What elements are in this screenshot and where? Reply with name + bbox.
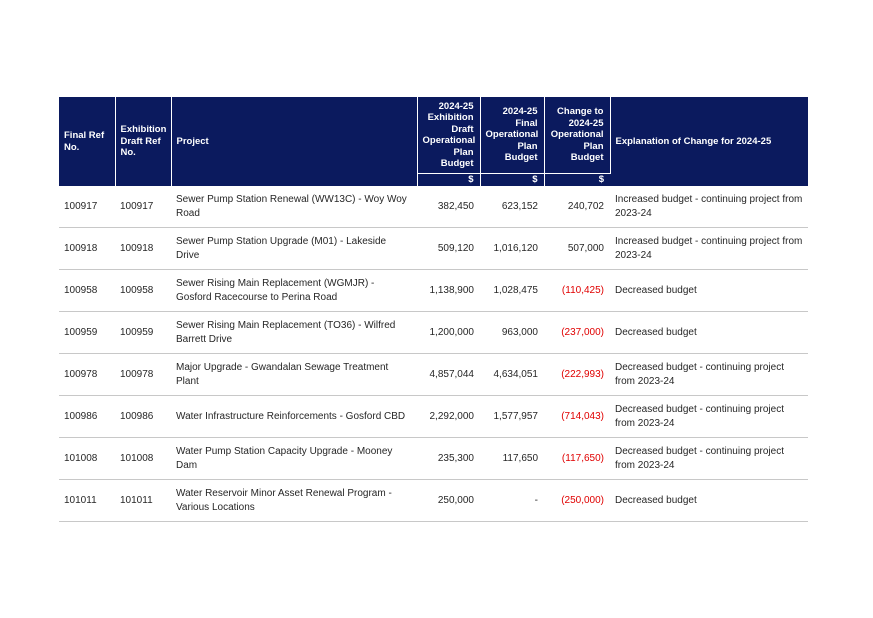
header-row xyxy=(59,97,808,174)
header-final-budget: 2024-25 Final Operational Plan Budget xyxy=(480,97,544,174)
cell-exhibition-ref: 100958 xyxy=(115,270,171,312)
cell-final-budget: 1,016,120 xyxy=(480,228,544,270)
table-row xyxy=(59,186,808,228)
cell-project: Water Reservoir Minor Asset Renewal Program - Various Locations xyxy=(171,480,417,522)
cell-change: (110,425) xyxy=(544,270,610,312)
header-change: Change to 2024-25 Operational Plan Budget xyxy=(544,97,610,174)
cell-final-ref: 101008 xyxy=(59,438,115,480)
table-row xyxy=(59,396,808,438)
cell-draft-budget: 1,138,900 xyxy=(417,270,480,312)
budget-changes-table xyxy=(59,97,808,522)
cell-change: (222,993) xyxy=(544,354,610,396)
cell-change: (237,000) xyxy=(544,312,610,354)
cell-exhibition-ref: 100918 xyxy=(115,228,171,270)
unit-final-budget: $ xyxy=(480,174,544,187)
cell-project: Major Upgrade - Gwandalan Sewage Treatment Plant xyxy=(171,354,417,396)
cell-final-budget: 963,000 xyxy=(480,312,544,354)
cell-exhibition-ref: 100978 xyxy=(115,354,171,396)
table-row xyxy=(59,312,808,354)
cell-change: (714,043) xyxy=(544,396,610,438)
cell-draft-budget: 509,120 xyxy=(417,228,480,270)
cell-final-ref: 101011 xyxy=(59,480,115,522)
cell-final-ref: 100918 xyxy=(59,228,115,270)
cell-final-budget: - xyxy=(480,480,544,522)
cell-draft-budget: 235,300 xyxy=(417,438,480,480)
cell-final-ref: 100986 xyxy=(59,396,115,438)
cell-explanation: Decreased budget - continuing project from 2023-24 xyxy=(610,396,808,438)
cell-final-budget: 1,577,957 xyxy=(480,396,544,438)
cell-explanation: Decreased budget xyxy=(610,270,808,312)
unit-draft-budget: $ xyxy=(417,174,480,187)
cell-explanation: Decreased budget - continuing project from 2023-24 xyxy=(610,438,808,480)
header-final-ref: Final Ref No. xyxy=(59,97,115,186)
cell-project: Sewer Pump Station Renewal (WW13C) - Woy Woy Road xyxy=(171,186,417,228)
table-row xyxy=(59,228,808,270)
cell-draft-budget: 382,450 xyxy=(417,186,480,228)
cell-project: Water Pump Station Capacity Upgrade - Mooney Dam xyxy=(171,438,417,480)
cell-final-budget: 4,634,051 xyxy=(480,354,544,396)
cell-final-ref: 100958 xyxy=(59,270,115,312)
header-project: Project xyxy=(171,97,417,186)
cell-final-ref: 100959 xyxy=(59,312,115,354)
table-row xyxy=(59,438,808,480)
table-row xyxy=(59,354,808,396)
table-header xyxy=(59,97,808,186)
cell-explanation: Increased budget - continuing project from 2023-24 xyxy=(610,228,808,270)
table-row xyxy=(59,480,808,522)
cell-final-budget: 623,152 xyxy=(480,186,544,228)
cell-final-budget: 1,028,475 xyxy=(480,270,544,312)
cell-exhibition-ref: 100917 xyxy=(115,186,171,228)
cell-change: (250,000) xyxy=(544,480,610,522)
cell-project: Sewer Pump Station Upgrade (M01) - Lakeside Drive xyxy=(171,228,417,270)
cell-exhibition-ref: 100986 xyxy=(115,396,171,438)
cell-draft-budget: 4,857,044 xyxy=(417,354,480,396)
cell-exhibition-ref: 101011 xyxy=(115,480,171,522)
cell-project: Sewer Rising Main Replacement (WGMJR) - Gosford Racecourse to Perina Road xyxy=(171,270,417,312)
cell-change: 507,000 xyxy=(544,228,610,270)
table-body xyxy=(59,186,808,522)
header-explanation: Explanation of Change for 2024-25 xyxy=(610,97,808,186)
cell-explanation: Decreased budget xyxy=(610,312,808,354)
cell-exhibition-ref: 100959 xyxy=(115,312,171,354)
cell-project: Water Infrastructure Reinforcements - Gosford CBD xyxy=(171,396,417,438)
unit-change: $ xyxy=(544,174,610,187)
cell-explanation: Increased budget - continuing project from 2023-24 xyxy=(610,186,808,228)
table-row xyxy=(59,270,808,312)
cell-change: (117,650) xyxy=(544,438,610,480)
cell-explanation: Decreased budget - continuing project from 2023-24 xyxy=(610,354,808,396)
cell-change: 240,702 xyxy=(544,186,610,228)
header-exhibition-ref: Exhibition Draft Ref No. xyxy=(115,97,171,186)
cell-exhibition-ref: 101008 xyxy=(115,438,171,480)
cell-draft-budget: 1,200,000 xyxy=(417,312,480,354)
cell-draft-budget: 2,292,000 xyxy=(417,396,480,438)
cell-final-ref: 100978 xyxy=(59,354,115,396)
cell-final-ref: 100917 xyxy=(59,186,115,228)
header-draft-budget: 2024-25 Exhibition Draft Operational Plan Budget xyxy=(417,97,480,174)
cell-draft-budget: 250,000 xyxy=(417,480,480,522)
cell-project: Sewer Rising Main Replacement (TO36) - Wilfred Barrett Drive xyxy=(171,312,417,354)
cell-explanation: Decreased budget xyxy=(610,480,808,522)
cell-final-budget: 117,650 xyxy=(480,438,544,480)
